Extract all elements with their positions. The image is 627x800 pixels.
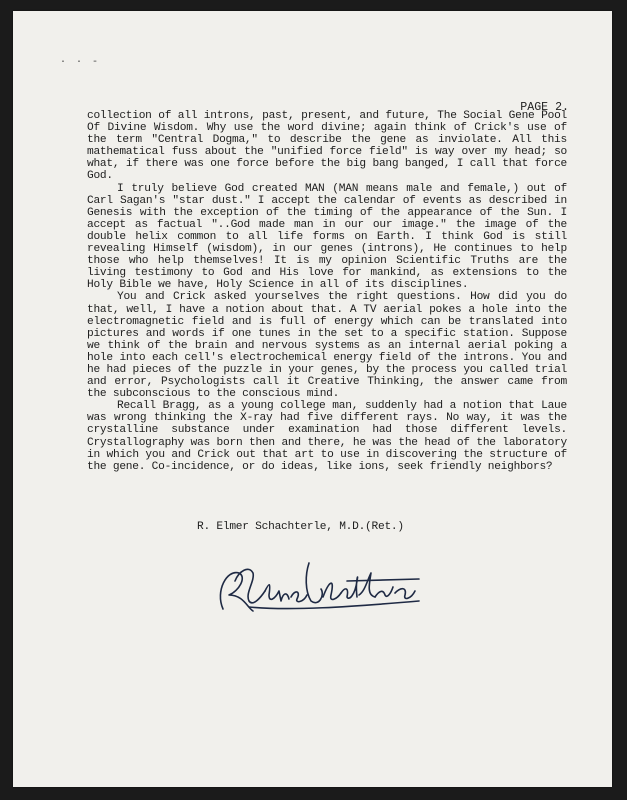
paragraph-2: I truly believe God created MAN (MAN means male and female,) out of Carl Sagan's "star dust." I accept the calendar of events as described in Genesis with the exception of the timing of the appearance of the Sun. I accept as factual "..God made man in our our image." the image of the double helix common to all life forms on Earth. I think God is still revealing Himself (wisdom), in our genes (introns), He continues to help those who help themselves! It is my opinion Scientific Truths are the living testimony to God and His love for mankind, as extensions to the Holy Bible we have, Holy Science in all of its disciplines. <box>87 182 574 292</box>
letter-body <box>87 110 574 473</box>
closing-name: R. Elmer Schachterle, M.D.(Ret.) <box>197 521 404 533</box>
paragraph-3: You and Crick asked yourselves the right questions. How did you do that, well, I have a notion about that. A TV aerial pokes a hole into the electromagnetic field and is full of energy which can be translated into pictures and words if one tunes in the set to a specific station. Suppose we think of the brain and nervous systems as an internal aerial poking a hole into each cell's electrochemical energy field of the introns. You and he had pieces of the puzzle in your genes, by the process you called trial and error, Psychologists call it Creative Thinking, the answer came from the subconscious to the conscious mind. <box>87 291 574 401</box>
handwritten-signature <box>209 551 429 621</box>
letter-page <box>13 11 612 787</box>
paragraph-1: collection of all introns, past, present, and future, The Social Gene Pool Of Divine Wisdom. Why use the word divine; again think of Crick's use of the term "Central Dogma," to describe the gene as inviolate. All this mathematical fuss about the "unified force field" is way over my head; so what, if there was one force before the big bang banged, I call that force God. <box>87 110 574 183</box>
paragraph-4: Recall Bragg, as a young college man, suddenly had a notion that Laue was wrong thinking the X-ray had five different rays. No way, it was the crystalline substance under examination had those different levels. Crystallography was born then and there, he was the head of the laboratory in which you and Crick out that art to use in discovering the structure of the gene. Co-incidence, or do ideas, like ions, seek friendly neighbors? <box>87 400 574 473</box>
page-number: PAGE 2. <box>520 101 569 114</box>
paper-specks: · · - <box>60 57 101 68</box>
